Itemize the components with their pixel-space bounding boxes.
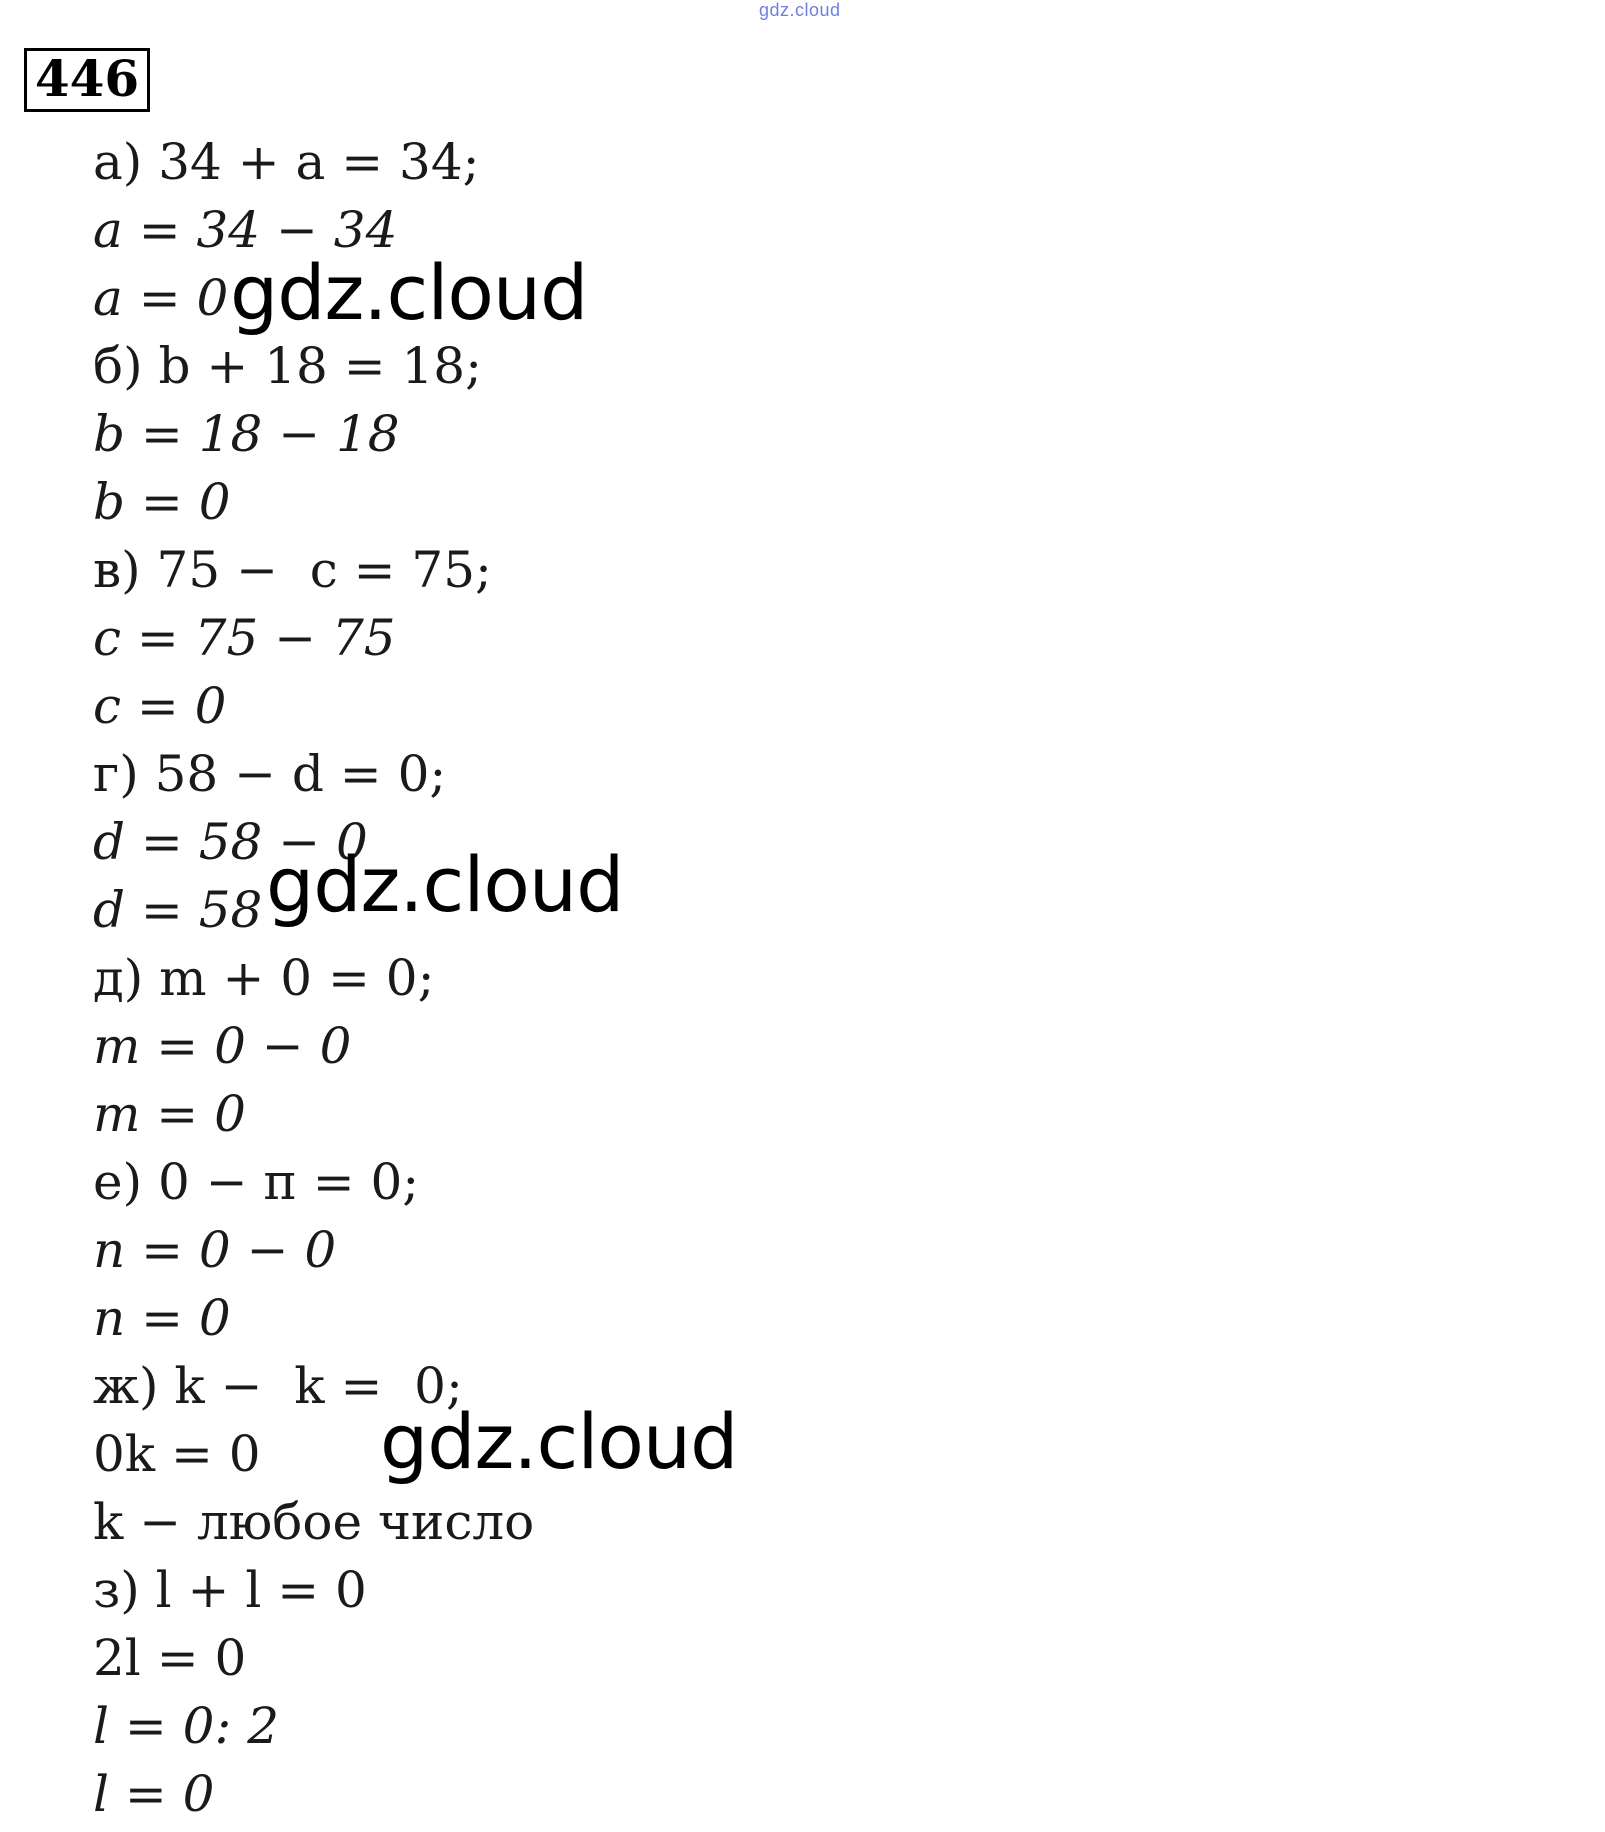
solution-line: d = 58 − 0 bbox=[93, 813, 368, 871]
top-watermark: gdz.cloud bbox=[759, 0, 841, 20]
solution-line: m = 0 − 0 bbox=[93, 1017, 352, 1075]
solution-line: 0k = 0 bbox=[93, 1425, 261, 1483]
task-number-box: 446 bbox=[24, 48, 150, 112]
solution-line: d = 58 bbox=[93, 881, 263, 939]
solution-line: a = 34 − 34 bbox=[93, 201, 398, 259]
solution-line: 2l = 0 bbox=[93, 1629, 247, 1687]
solution-line: з) l + l = 0 bbox=[93, 1561, 367, 1619]
solution-lines bbox=[93, 128, 534, 1828]
solution-line: m = 0 bbox=[93, 1085, 246, 1143]
solution-line: a = 0 bbox=[93, 269, 229, 327]
solution-line: k − любое число bbox=[93, 1493, 535, 1551]
solution-line: c = 0 bbox=[93, 677, 227, 735]
solution-line: б) b + 18 = 18; bbox=[93, 337, 482, 395]
solution-line: г) 58 − d = 0; bbox=[93, 745, 447, 803]
watermark: gdz.cloud bbox=[230, 248, 588, 337]
solution-line: b = 0 bbox=[93, 473, 231, 531]
solution-line: д) m + 0 = 0; bbox=[93, 949, 435, 1007]
solution-line: l = 0: 2 bbox=[93, 1697, 280, 1755]
solution-line: в) 75 − c = 75; bbox=[93, 541, 492, 599]
solution-line: а) 34 + a = 34; bbox=[93, 133, 480, 191]
watermark: gdz.cloud bbox=[266, 840, 624, 929]
solution-line: l = 0 bbox=[93, 1765, 215, 1823]
solution-line: е) 0 − п = 0; bbox=[93, 1153, 420, 1211]
solution-line: n = 0 − 0 bbox=[93, 1221, 337, 1279]
solution-line: c = 75 − 75 bbox=[93, 609, 396, 667]
solution-line: n = 0 bbox=[93, 1289, 231, 1347]
solution-line: ж) k − k = 0; bbox=[93, 1357, 463, 1415]
watermark: gdz.cloud bbox=[380, 1397, 738, 1486]
solution-line: b = 18 − 18 bbox=[93, 405, 400, 463]
